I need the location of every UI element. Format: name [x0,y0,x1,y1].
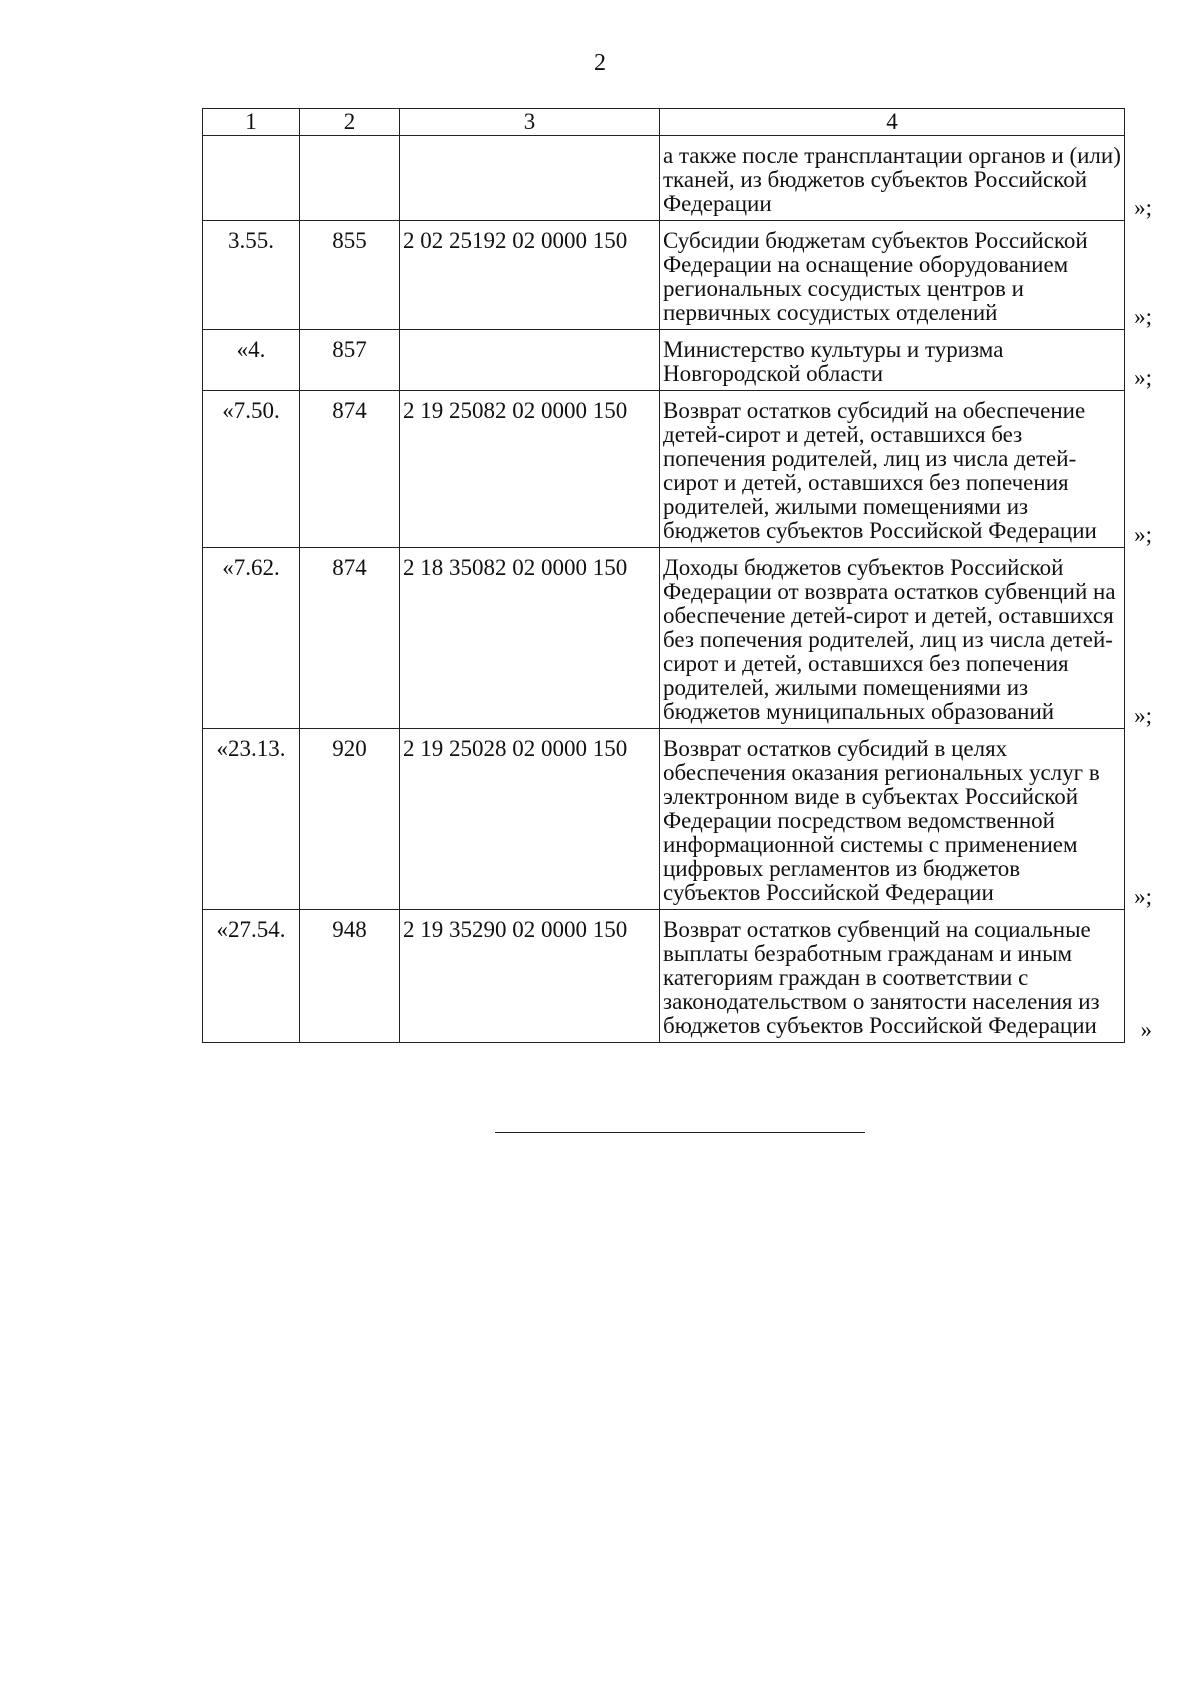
budget-classification-code: 2 18 35082 02 0000 150 [400,548,660,729]
admin-code: 874 [300,548,400,729]
revenue-name-cell [660,136,1152,221]
revenue-name: Возврат остатков субвенций на социальные выплаты безработным гражданам и иным категориям граждан в соответствии с законодательством о занятости населения из бюджетов субъектов Российской Федерации [663,917,1100,1038]
revenue-name-cell [660,548,1152,729]
table-row [203,136,1125,221]
table-row [203,221,1125,330]
closing-quote: »; [1134,884,1152,909]
revenue-name: Возврат остатков субсидий в целях обеспечения оказания региональных услуг в электронном виде в субъектах Российской Федерации посредством ведомственной информационной системы с применением цифровых регламентов из бюджетов субъектов Российской Федерации [663,736,1100,905]
row-number: «27.54. [203,910,300,1043]
budget-classification-code: 2 19 25028 02 0000 150 [400,729,660,910]
row-number: «23.13. [203,729,300,910]
table-row [203,910,1125,1043]
row-number [203,136,300,221]
admin-code: 874 [300,391,400,548]
admin-code: 857 [300,330,400,391]
budget-classification-code: 2 02 25192 02 0000 150 [400,221,660,330]
budget-classification-code: 2 19 35290 02 0000 150 [400,910,660,1043]
closing-quote: »; [1134,703,1152,728]
revenue-name-cell [660,221,1152,330]
admin-code: 948 [300,910,400,1043]
row-number: «4. [203,330,300,391]
revenue-name: а также после трансплантации органов и (или) тканей, из бюджетов субъектов Российской Федерации [663,143,1121,216]
table-header-row [203,109,1125,136]
table-row [203,391,1125,548]
page-number: 2 [594,50,606,76]
end-of-document-rule [495,1132,865,1133]
row-number: 3.55. [203,221,300,330]
row-number: «7.62. [203,548,300,729]
revenue-name: Субсидии бюджетам субъектов Российской Федерации на оснащение оборудованием региональных сосудистых центров и первичных сосудистых отделений [663,228,1088,325]
budget-classification-code [400,330,660,391]
budget-classification-code: 2 19 25082 02 0000 150 [400,391,660,548]
row-number: «7.50. [203,391,300,548]
closing-quote: »; [1134,365,1152,390]
revenue-name-cell [660,391,1152,548]
revenue-name: Возврат остатков субсидий на обеспечение детей-сирот и детей, оставшихся без попечения родителей, лиц из числа детей-сирот и детей, оставшихся без попечения родителей, жилыми помещениями из бюджетов субъектов Российской Федерации [663,398,1097,543]
header-col-4: 4 [660,109,1125,136]
header-col-2: 2 [300,109,400,136]
table-row [203,729,1125,910]
budget-classification-code [400,136,660,221]
revenue-name: Министерство культуры и туризма Новгородской области [663,337,1004,386]
closing-quote: »; [1134,522,1152,547]
admin-code [300,136,400,221]
table-row [203,548,1125,729]
budget-codes-table [202,108,1152,1043]
revenue-name-cell [660,910,1152,1043]
revenue-name: Доходы бюджетов субъектов Российской Федерации от возврата остатков субвенций на обеспечение детей-сирот и детей, оставшихся без попечения родителей, лиц из числа детей-сирот и детей, оставшихся без попечения родителей, жилыми помещениями из бюджетов муниципальных образований [663,555,1116,724]
revenue-name-cell [660,330,1152,391]
closing-quote: »; [1134,195,1152,220]
closing-quote: » [1140,1017,1152,1042]
closing-quote: »; [1134,304,1152,329]
admin-code: 920 [300,729,400,910]
revenue-name-cell [660,729,1152,910]
table-row [203,330,1125,391]
header-col-3: 3 [400,109,660,136]
admin-code: 855 [300,221,400,330]
header-col-1: 1 [203,109,300,136]
